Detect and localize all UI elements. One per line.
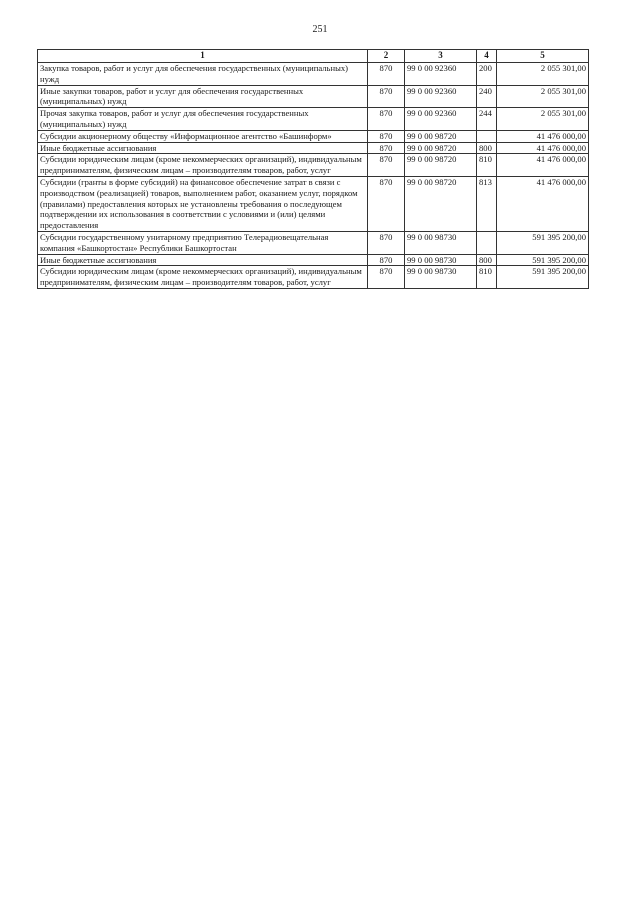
row-name: Иные бюджетные ассигнования (38, 142, 368, 154)
row-ministry: 870 (368, 154, 405, 177)
row-type: 244 (477, 108, 497, 131)
table-row (38, 130, 589, 142)
row-type (477, 231, 497, 254)
row-ministry: 870 (368, 231, 405, 254)
row-type: 240 (477, 85, 497, 108)
column-header-2: 2 (368, 50, 405, 63)
row-ministry: 870 (368, 63, 405, 86)
row-ministry: 870 (368, 142, 405, 154)
row-ministry: 870 (368, 266, 405, 289)
row-type: 800 (477, 254, 497, 266)
row-name: Субсидии юридическим лицам (кроме некоммерческих организаций), индивидуальным предпринимателям, физическим лицам – производителям товаров, работ, услуг (38, 266, 368, 289)
column-header-3: 3 (405, 50, 477, 63)
row-amount: 2 055 301,00 (497, 63, 589, 86)
row-type: 813 (477, 176, 497, 231)
table-header-row (38, 50, 589, 63)
row-amount: 41 476 000,00 (497, 142, 589, 154)
table-row (38, 142, 589, 154)
row-amount: 41 476 000,00 (497, 154, 589, 177)
budget-table (37, 49, 589, 289)
table-row (38, 85, 589, 108)
row-article: 99 0 00 98730 (405, 231, 477, 254)
column-header-5: 5 (497, 50, 589, 63)
row-name: Закупка товаров, работ и услуг для обеспечения государственных (муниципальных) нужд (38, 63, 368, 86)
row-type: 810 (477, 266, 497, 289)
row-article: 99 0 00 98730 (405, 254, 477, 266)
row-type: 800 (477, 142, 497, 154)
row-ministry: 870 (368, 176, 405, 231)
row-article: 99 0 00 98720 (405, 130, 477, 142)
table-row (38, 108, 589, 131)
row-amount: 591 395 200,00 (497, 254, 589, 266)
row-name: Субсидии акционерному обществу «Информационное агентство «Башинформ» (38, 130, 368, 142)
row-name: Субсидии юридическим лицам (кроме некоммерческих организаций), индивидуальным предпринимателям, физическим лицам – производителям товаров, работ, услуг (38, 154, 368, 177)
row-ministry: 870 (368, 108, 405, 131)
page-number: 251 (312, 24, 328, 35)
row-amount: 41 476 000,00 (497, 176, 589, 231)
column-header-1: 1 (38, 50, 368, 63)
row-article: 99 0 00 98720 (405, 154, 477, 177)
row-name: Прочая закупка товаров, работ и услуг для обеспечения государственных (муниципальных) нужд (38, 108, 368, 131)
row-article: 99 0 00 98720 (405, 142, 477, 154)
row-article: 99 0 00 92360 (405, 85, 477, 108)
row-article: 99 0 00 92360 (405, 63, 477, 86)
row-type: 810 (477, 154, 497, 177)
table-row (38, 254, 589, 266)
row-name: Субсидии (гранты в форме субсидий) на финансовое обеспечение затрат в связи с производством (реализацией) товаров, выполнением работ, оказанием услуг, порядком (правилами) предоставления которых не установлены требования о последующем подтверждении их использования в соответствии с условиями и (или) целями предоставления (38, 176, 368, 231)
row-amount: 2 055 301,00 (497, 108, 589, 131)
row-ministry: 870 (368, 254, 405, 266)
row-amount: 591 395 200,00 (497, 266, 589, 289)
row-name: Иные закупки товаров, работ и услуг для обеспечения государственных (муниципальных) нужд (38, 85, 368, 108)
row-article: 99 0 00 92360 (405, 108, 477, 131)
table-row (38, 63, 589, 86)
row-amount: 591 395 200,00 (497, 231, 589, 254)
row-ministry: 870 (368, 85, 405, 108)
row-amount: 2 055 301,00 (497, 85, 589, 108)
table-row (38, 231, 589, 254)
row-article: 99 0 00 98720 (405, 176, 477, 231)
row-ministry: 870 (368, 130, 405, 142)
table-row (38, 176, 589, 231)
row-type: 200 (477, 63, 497, 86)
row-type (477, 130, 497, 142)
row-amount: 41 476 000,00 (497, 130, 589, 142)
row-name: Иные бюджетные ассигнования (38, 254, 368, 266)
table-row (38, 154, 589, 177)
row-name: Субсидии государственному унитарному предприятию Телерадиовещательная компания «Башкортостан» Республики Башкортостан (38, 231, 368, 254)
column-header-4: 4 (477, 50, 497, 63)
table-row (38, 266, 589, 289)
row-article: 99 0 00 98730 (405, 266, 477, 289)
